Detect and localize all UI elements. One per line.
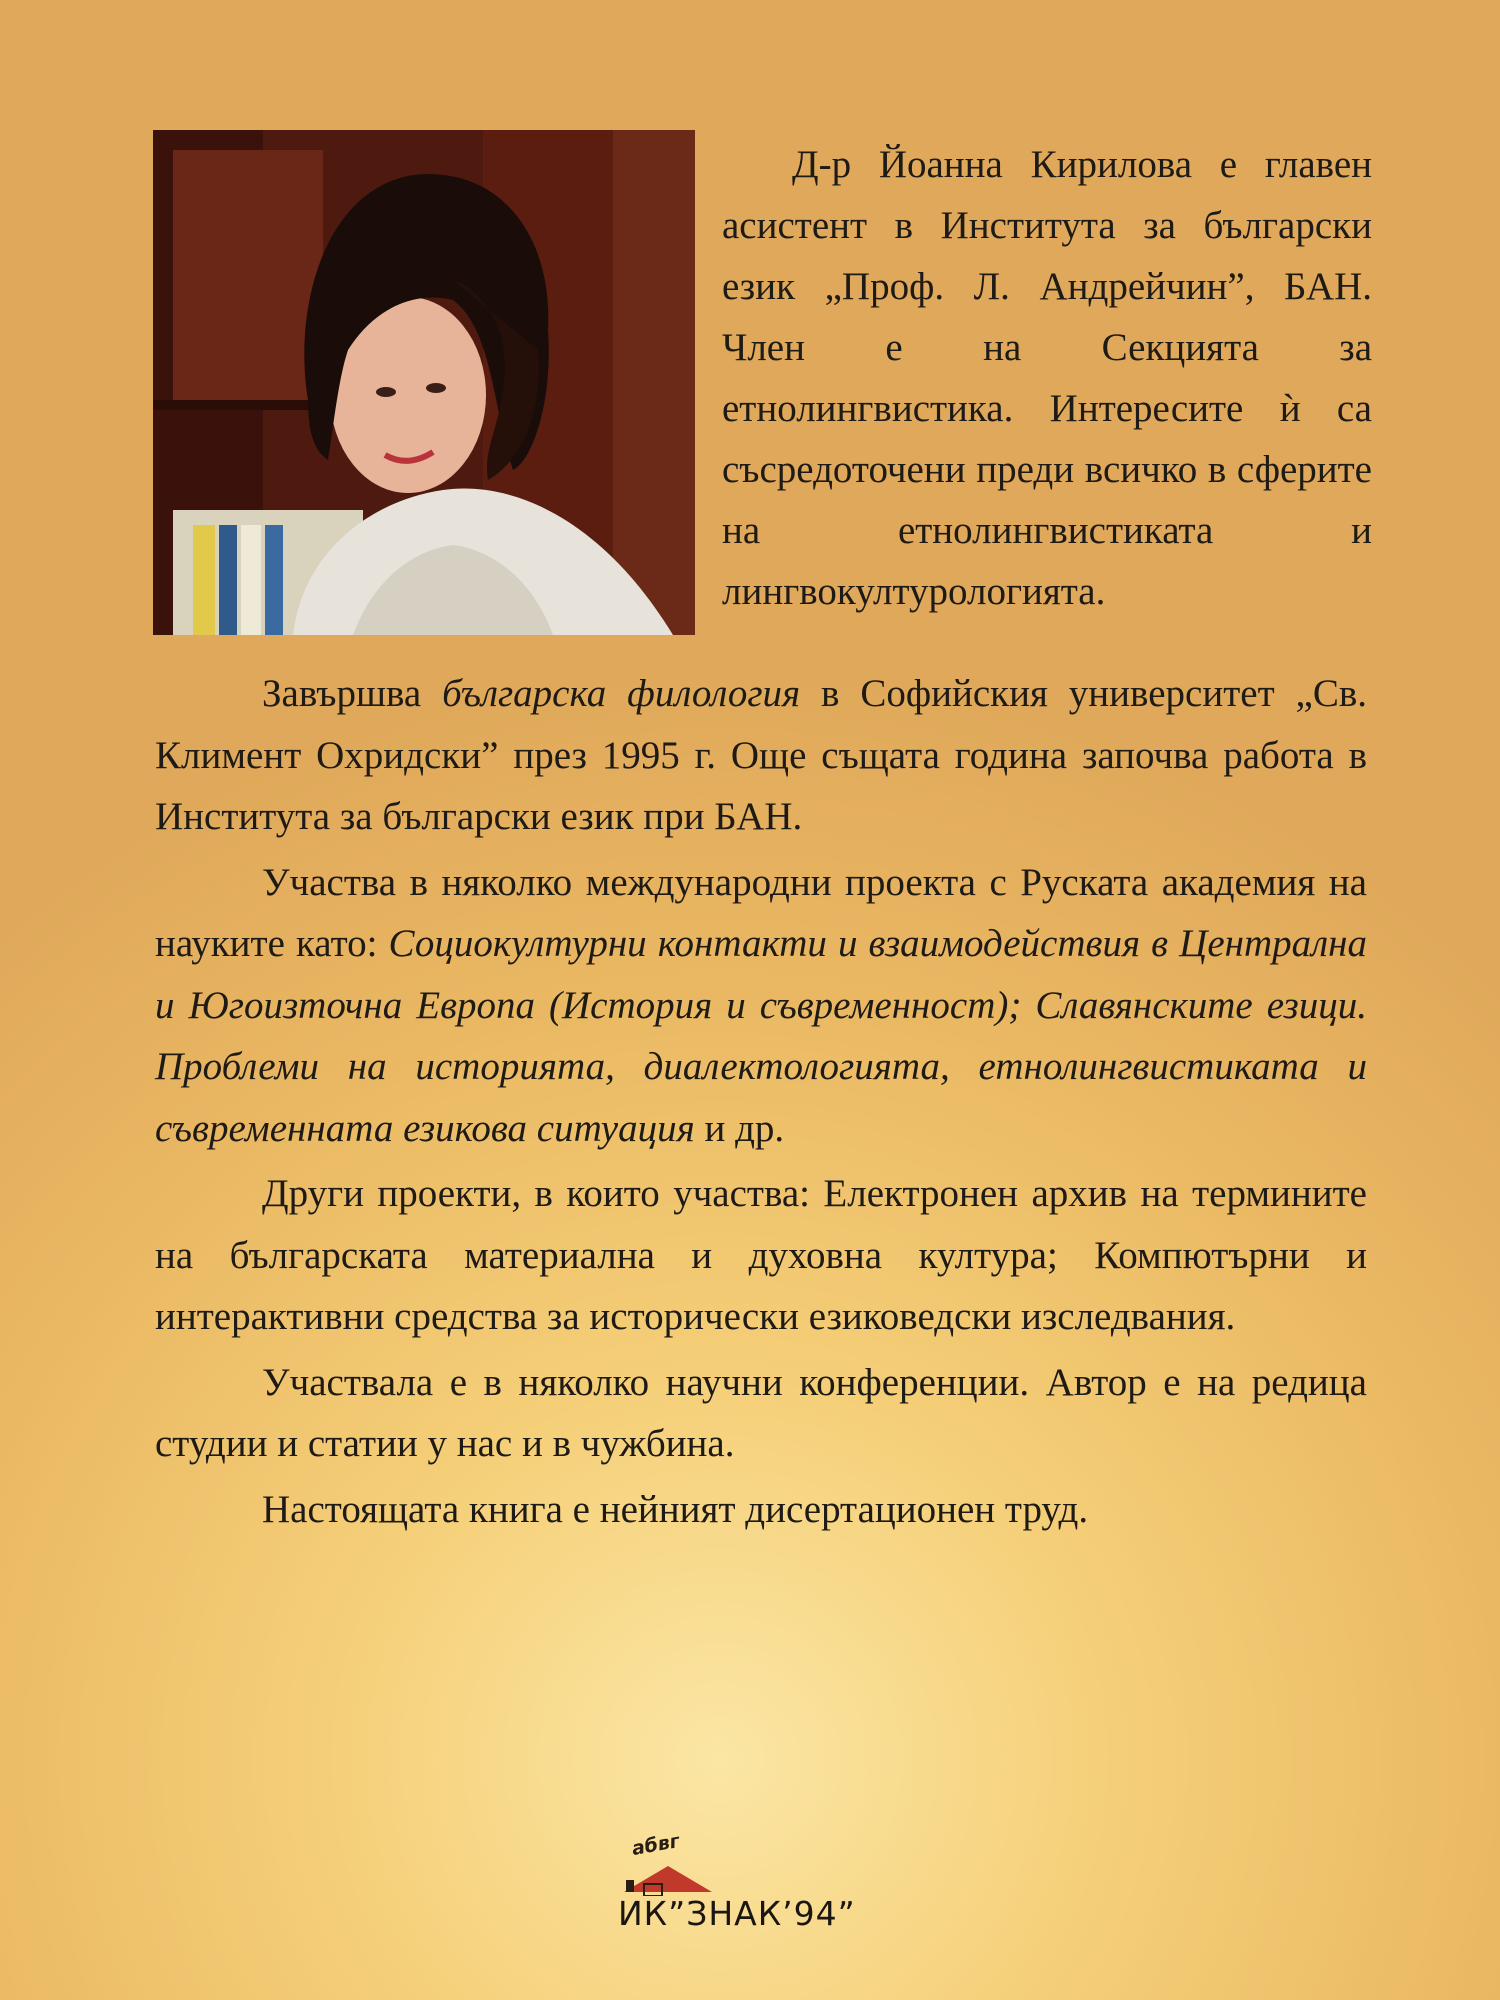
paragraph-education <box>155 663 1367 848</box>
bio-body <box>155 663 1367 1544</box>
paragraph-book: Настоящата книга е нейният дисертационен труд. <box>262 1487 1089 1531</box>
publisher-logo <box>618 1829 898 1938</box>
publisher-name: ИК”ЗНАК’94” <box>618 1894 856 1933</box>
education-text-1: Завършва <box>262 672 443 715</box>
bio-intro <box>722 134 1372 622</box>
projects-italic: Социокултурни контакти и взаимодействия в Централна и Югоизточна Европа (История и съвременност); Славянските езици. Проблеми на историята, диалектологията, етнолингвистиката и съвременната езикова ситуация <box>155 922 1367 1150</box>
education-text-2: в Софийския университет „Св. Климент Охридски” през 1995 г. Още същата година започва работа в Института за български език при БАН. <box>155 672 1367 838</box>
projects-text-1: Участва в няколко международни проекта с Руската академия на науките като: <box>155 860 1367 965</box>
publisher-logo-small-text: абвг <box>630 1829 682 1860</box>
paragraph-other-projects: Други проекти, в които участва: Електронен архив на термините на българската материална и духовна култура; Компютърни и интерактивни средства за исторически езиковедски изследвания. <box>155 1172 1367 1338</box>
author-photo <box>153 130 695 635</box>
education-italic: българска филология <box>442 672 801 715</box>
house-roof-icon <box>618 1862 718 1896</box>
author-portrait-image <box>153 130 695 635</box>
paragraph-projects <box>155 852 1367 1160</box>
paragraph-conferences: Участвала е в няколко научни конференции. Автор е на редица студии и статии у нас и в чужбина. <box>155 1360 1367 1465</box>
bio-intro-text: Д-р Йоанна Кирилова е главен асистент в Института за български език „Проф. Л. Андрейчин”, БАН. Член е на Секцията за етнолингвистика. Интересите ѝ са съсредоточени преди всичко в сферите на етнолингвистиката и лингвокултурологията. <box>722 143 1372 613</box>
projects-text-2: и др. <box>694 1106 785 1150</box>
